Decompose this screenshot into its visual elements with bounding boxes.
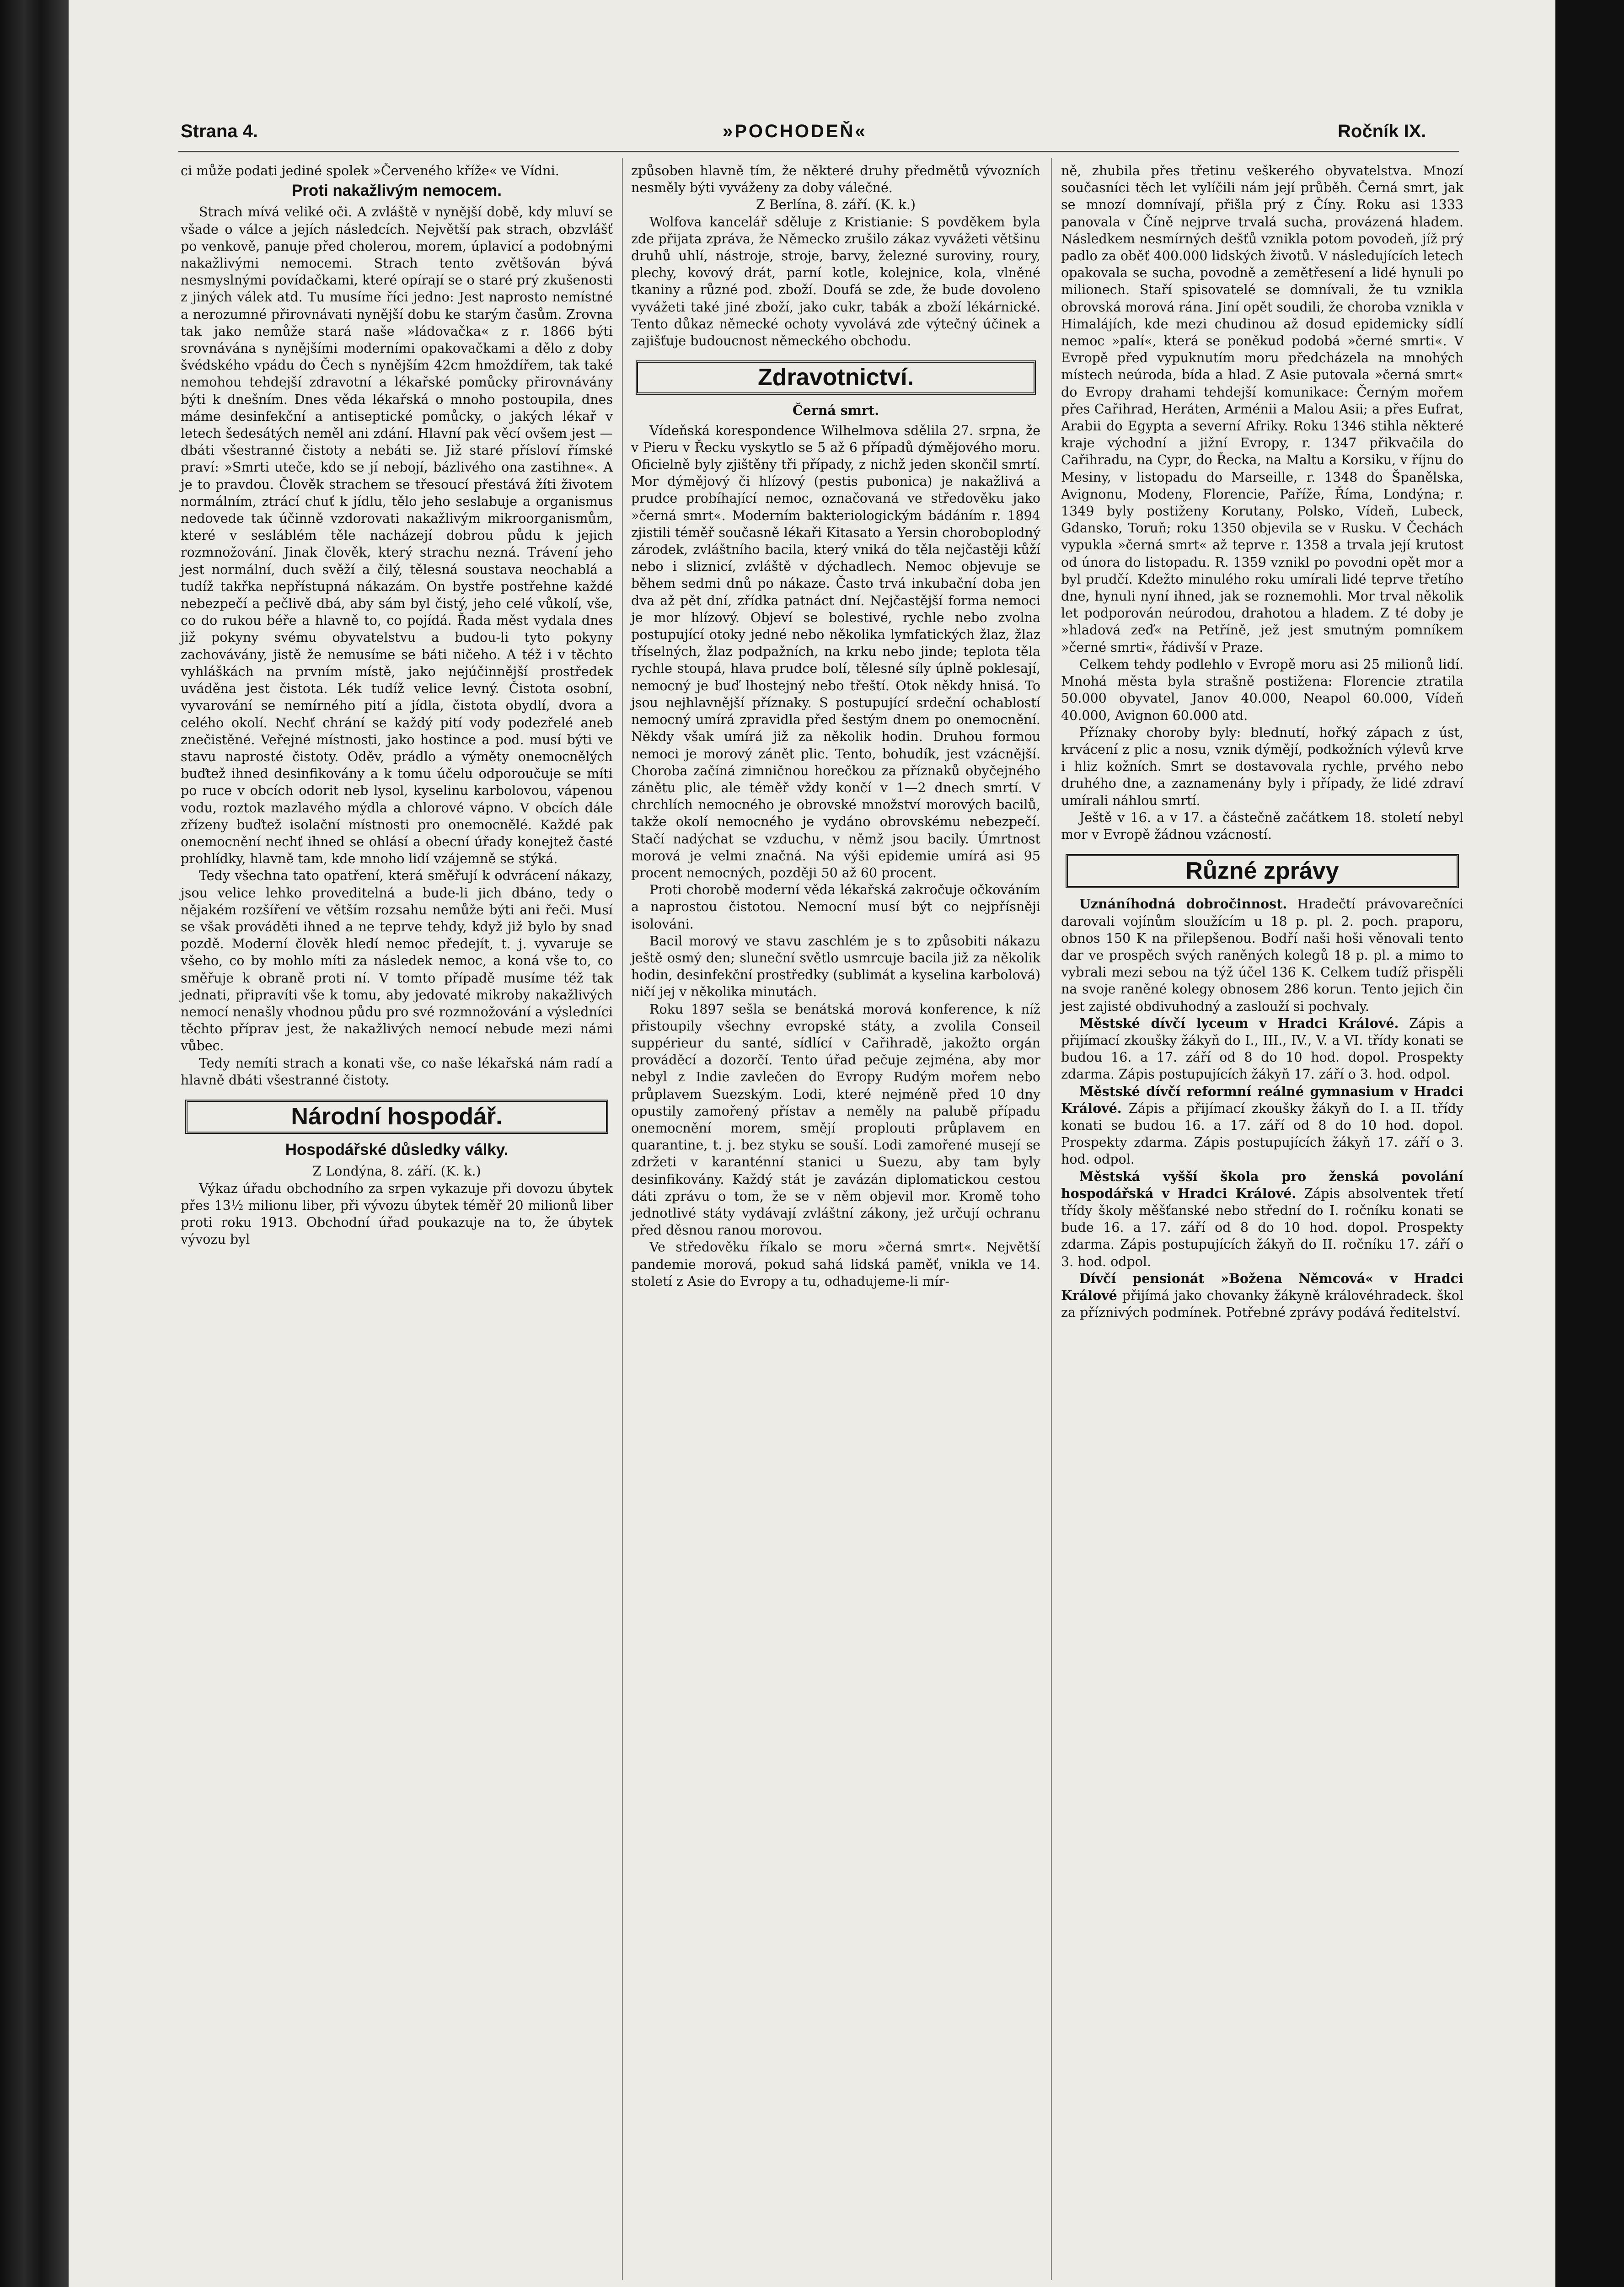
- article-paragraph: Tedy všechna tato opatření, která směřují k odvrácení nákazy, jsou velice lehko proveditelná a bude-li jich dbáno, tedy o nějakém rozšíření ve větším rozsahu nemůže býti ani řeči. Musí se však prováděti ihned a ne teprve tehdy, když již bylo by snad pozdě. Moderní člověk hledí nemoc předejít, t. j. vyvaruje se všeho, co by mohlo míti za následek nemoc, a koná vše to, co směřuje k obraně proti ní. V tomto případě musíme též tak jednati, připravíti vše k tomu, aby jedovaté mikroby nakažlivých nemocí nenašly vhodnou půdu pro své rozmnožování a výsledníci těchto příprav jest, že nakažlivých nemocí nebude mezi námi vůbec.: [181, 868, 613, 1054]
- news-title: Městské dívčí lyceum v Hradci Králové.: [1079, 1015, 1399, 1031]
- news-item: [1061, 896, 1463, 1015]
- news-item: [1061, 1015, 1463, 1083]
- article-paragraph: Roku 1897 sešla se benátská morová konference, k níž přistoupily všechny evropské státy, a zvolila Conseil suppérieur du santé, sídlící v Cařihradě, jakožto orgán prováděcí a dozorčí. Tento úřad pečuje zejména, aby mor nebyl z Indie zavlečen do Evropy Rudým mořem nebo průplavem Suezským. Lodi, které nejméně před 10 dny opustily zamořený přístav a neměly na palubě případu onemocnění morem, smějí proplouti průplavem en quarantine, t. j. bez styku se souší. Lodi zamořené musejí se zdržeti v karanténní stanici u Suezu, aby tam byly desinfikovány. Každý stát je zavázán diplomatickou cestou dáti zprávu o tom, že se v něm objevil mor. Kromě toho jednotlivé státy vydávají zvláštní zákony, jež určují ochranu před děsnou ranou morovou.: [631, 1001, 1040, 1238]
- news-title: Dívčí pensionát »Božena Němcová« v Hradci Králové: [1061, 1270, 1463, 1303]
- article-continuation: ci může podati jediné spolek »Červeného kříže« ve Vídni.: [181, 163, 559, 178]
- article-paragraph: Bacil morový ve stavu zaschlém je s to způsobiti nákazu ještě osmý den; sluneční světlo usmrcuje bacila již za několik hodin, desinfekční prostředky (sublimát a kyselina karbolová) ničí jej v několika minutách.: [631, 933, 1040, 1000]
- news-text: přijímá jako chovanky žákyně královéhradeck. škol za příznivých podmínek. Potřebné zprávy podává ředitelství.: [1061, 1288, 1464, 1321]
- article-paragraph: Příznaky choroby byly: blednutí, hořký zápach z úst, krvácení z plic a nosu, vznik dýmějí, podkožních výlevů krve i hliz kožních. Smrt se dostavovala rychle, prvého nebo druhého dne, a zaznamenány byly i případy, že lidé zdraví umírali náhlou smrtí.: [1061, 725, 1463, 808]
- article-paragraph: Výkaz úřadu obchodního za srpen vykazuje při dovozu úbytek přes 13½ milionu liber, při vývozu úbytek téměř 20 milionů liber proti roku 1913. Obchodní úřad poukazuje na to, že úbytek vývozu byl: [181, 1181, 613, 1247]
- section-header-box: Různé zprávy: [1066, 854, 1459, 888]
- article-paragraph: Tedy nemíti strach a konati vše, co naše lékařská nám radí a hlavně dbáti všestranné čistoty.: [181, 1055, 613, 1088]
- dateline: Z Londýna, 8. září. (K. k.): [312, 1164, 481, 1179]
- article-paragraph: Wolfova kancelář sděluje z Kristianie: S povděkem byla zde přijata zpráva, že Německo zrušilo zákaz vyvážeti většinu druhů uhlí, nástroje, stroje, barvy, železné suroviny, roury, plechy, kovový drát, parní kotle, kolejnice, kola, vlněné tkaniny a různé pod. zboží. Doufá se zde, že bude dovoleno vyvážeti také jiné zboží, jako cukr, tabák a zboží lékárnické. Tento důkaz německé ochoty vyvolává zde výtečný účinek a zajišťuje budoucnost německého obchodu.: [631, 214, 1040, 349]
- article-paragraph: způsoben hlavně tím, že některé druhy předmětů vývozních nesměly býti vyváženy za doby válečné.: [631, 163, 1040, 196]
- volume-number: Ročník IX.: [1338, 121, 1426, 141]
- article-paragraph: Strach mívá veliké oči. A zvláště v nynější době, kdy mluví se všade o válce a jejích následcích. Největší pak strach, obzvlášť po venkově, panuje před cholerou, morem, úplavicí a podobnými nakažlivými nemocemi. Strach tento zvětšován bývá nesmyslnými povídačkami, které opírají se o staré prý zkušenosti z jiných válek atd. Tu musíme říci jedno: Jest naprosto nemístné a nerozumné přirovnávati nynější dobu ke starým časům. Zrovna tak jako nemůže stará naše »ládovačka« z r. 1866 býti srovnávána s nynějšími moderními opakovačkami a dělo z doby švédského vpádu do Čech s nynějším 42cm hmoždířem, tak také nemohou tehdejší zdravotní a lékařské pomůcky přirovnávány býti k dnešním. Dnes věda lékařská o mnoho postoupila, dnes máme desinfekční a antiseptické pomůcky, o jakých lékař v letech šedesátých neměl ani zdání. Hlavní pak věcí ovšem jest — dbáti všestranné čistoty a nebáti se. Již staré přísloví římské praví: »Smrti uteče, kdo se jí nebojí, bázlivého ona zastihne«. A je to pravdou. Člověk strachem se třesoucí přestává žíti životem normálním, ztrácí chuť k jídlu, tělo jeho seslabuje a organismus nedovede tak účinně vzdorovati nakažlivým mikroorganismům, které v sesláblém těle nacházejí dobrou půdu k jejich rozmnožování. Jinak člověk, který strachu nezná. Trávení jeho jest normální, duch svěží a čilý, tělesná soustava neochablá a tudíž takřka nepřístupná nákazám. On bystře postřehne každé nebezpečí a pečlivě dbá, aby sám byl čistý, jeho celé vůkolí, vše, co do rukou béře a hlavně to, co pojídá. Řada měst vydala dnes již pokyny svému obyvatelstvu a budou-li tyto pokyny zachovávány, jistě že nemusíme se báti ničeho. A též i v těchto vyhláškách na prvním místě, jako nejúčinnější prostředek uváděna jest čistota. Lék tudíž velice levný. Čistota osobní, vyvarování se nemírného pití a jídla, čistota obydlí, dvora a celého okolí. Nechť chrání se každý pití vody podezřelé aneb znečistěné. Veřejné místnosti, jako hostince a pod. musí býti ve stavu naprosté čistoty. Oděv, prádlo a výměty onemocnělých buďtež ihned desinfikovány a k tomu účelu odporoučuje se míti po ruce v obcích odorit neb lysol, kyselinu karbolovou, vápenou vodu, roztok mazlavého mýdla a chlorové vápno. V obcích dále zřízeny buďtež isolační místnosti pro onemocnělé. Každé pak onemocnění nechť ihned se ohlásí a obecní úřady konejtež časté prohlídky, hlavně tam, kde mnoho lidí vzájemně se stýká.: [181, 204, 613, 867]
- section-header-box: Národní hospodář.: [185, 1100, 608, 1134]
- page-number: Strana 4.: [181, 121, 258, 141]
- column-1: [181, 162, 613, 1248]
- header-rule: [178, 151, 1459, 152]
- book-binding-edge: [0, 0, 69, 2287]
- column-2: [631, 162, 1040, 1290]
- scan-right-edge: [1555, 0, 1624, 2287]
- article-paragraph: Proti chorobě moderní věda lékařská zakročuje očkováním a naprostou čistotou. Nemocní musí být co nejpřísněji isolováni.: [631, 882, 1040, 932]
- news-text: Zápis a přijímací zkoušky žákyň do I. a II. třídy konati se budou 16. a 17. září od 8 do 10 hod. dopol. Prospekty zdarma. Zápis postupujících žákyň 17. září o 3. hod. odpol.: [1061, 1101, 1464, 1167]
- news-title: Uznáníhodná dobročinnost.: [1079, 896, 1287, 912]
- section-header-box: Zdravotnictví.: [636, 360, 1036, 395]
- news-text: Zápis a přijímací zkoušky žákyň do I., III., IV., V. a VI. třídy konati se budou 16. a 17. září od 8 do 10 hod. dopol. Prospekty zdarma. Zápis postupujících žákyň 17. září o 3. hod. odpol.: [1061, 1015, 1463, 1082]
- news-text: Zápis absolventek třetí třídy školy měšťanské nebo střední do I. ročníku konati se bude 16. a 17. září od 8 do 10 hod. dopol. Prospekty zdarma. Zápis postupujících žákyň do II. ročníku 17. září o 3. hod. odpol.: [1061, 1186, 1463, 1269]
- article-paragraph: Celkem tehdy podlehlo v Evropě moru asi 25 milionů lidí. Mnohá města byla strašně postižena: Florencie ztratila 50.000 obyvatel, Janov 40.000, Neapol 60.000, Vídeň 40.000, Avignon 60.000 atd.: [1061, 656, 1463, 723]
- news-item: [1061, 1270, 1463, 1321]
- news-item: [1061, 1083, 1463, 1168]
- column-divider: [622, 158, 623, 2280]
- article-paragraph: Vídeňská korespondence Wilhelmova sdělila 27. srpna, že v Pieru v Řecku vyskytlo se 5 až 6 případů dýmějového moru. Oficielně byly zjištěny tři případy, z nichž jeden skončil smrtí. Mor dýmějový či hlízový (pestis pubonica) je nakažlivá a prudce probíhající nemoc, označovaná ve středověku jako »černá smrt«. Moderním bakteriologickým bádáním r. 1894 zjistili téměř současně lékaři Kitasato a Yersin choroboplodný zárodek, zvláštního bacila, který vniká do těla nejčastěji kůží nebo i sliznicí, zvláště v dýchadlech. Nemoc objevuje se během sedmi dnů po nákaze. Často trvá inkubační doba jen dva až pět dní, zřídka patnáct dní. Nejčastější forma nemoci je mor hlízový. Objeví se bolestivé, rychle nebo zvolna postupující otoky jedné nebo několika lymfatických žlaz, žlaz tříselných, žlaz podpažních, na krku nebo jinde; teplota těla rychle stoupá, hlava prudce bolí, tělesné síly úplně poklesají, nemocný je buď lhostejný nebo třeští. Otok někdy hnisá. To jsou nejhlavnější příznaky. S postupující srdeční ochablostí nemocný umírá zpravidla před šestým dnem po onemocnění. Někdy však umírá již za několik hodin. Druhou formou nemoci je morový zánět plic. Tento, bohudík, jest vzácnější. Choroba začíná zimničnou horečkou za příznaků obyčejného zánětu plic, ale téměř vždy končí v 1—2 dnech smrtí. V chrchlích nemocného je obrovské množství morových bacilů, takže okolí nemocného je vydáno obrovskému nebezpečí. Stačí nadýchat se vzduchu, v němž jsou bacily. Úmrtnost morová je velmi značná. Na výši epidemie umírá asi 95 procent nemocných, později 50 až 60 procent.: [631, 423, 1040, 880]
- news-text: Hradečtí právovarečníci darovali vojínům sloužícím u 18 p. pl. 2. poch. praporu, obnos 150 K na přilepšenou. Bodří naši hoši věnovali tento dar ve prospěch svých raněných kolegů 18 p. pl. a mimo to vybrali mezi sebou na týž účel 136 K. Celkem tudíž přispěli na svoje raněné kolegy obnosem 286 korun. Tento jejich čin jest zajisté obdivuhodný a zaslouží si pochvaly.: [1061, 897, 1463, 1014]
- news-title: Městské dívčí reformní reálné gymnasium v Hradci Králové.: [1061, 1083, 1463, 1116]
- newspaper-title: »POCHODEŇ«: [723, 121, 867, 141]
- news-title: Městská vyšší škola pro ženská povolání hospodářská v Hradci Králové.: [1061, 1168, 1463, 1201]
- article-paragraph: ně, zhubila přes třetinu veškerého obyvatelstva. Mnozí současníci těch let vylíčili nám její průběh. Černá smrt, jak se mnozí domnívají, přišla prý z Číny. Roku asi 1333 panovala v Číně nejprve trvalá sucha, provázená hladem. Následkem nesmírných dešťů vznikla potom povodeň, jíž prý padlo za oběť 400.000 lidských životů. V následujících letech opakovala se sucha, povodně a zemětřesení a lidé hynuli po milionech. Staří spisovatelé se domnívali, že tu vznikla obrovská morová rána. Jiní opět soudili, že choroba vznikla v Himalájích, kde mezi chudinou až dosud epidemicky sídlí nemoc »palí«, která se poněkud podobá »černé smrti«. V Evropě před vypuknutím moru předcházela na mnohých místech neúroda, bída a hlad. Z Asie putovala »černá smrt« do Evropy drahami tehdejší komunikace: Černým mořem přes Cařihrad, Heráten, Arménii a Malou Asii; a přes Eufrat, Arabii do Egypta a severní Afriky. Roku 1346 stihla některé kraje východní a jižní Evropy, r. 1347 přikvačila do Cařihradu, na Cypr, do Řecka, na Maltu a Korsiku, v říjnu do Mesiny, v listopadu do Marseille, r. 1348 do Španělska, Avignonu, Modeny, Florencie, Paříže, Říma, Londýna; r. 1349 byly postiženy Korutany, Polsko, Vídeň, Lubeck, Gdansko, Toruň; roku 1350 objevila se v Rusku. V Čechách vypukla »černá smrt« až teprve r. 1358 a trvala její krutost od února do listopadu. R. 1359 vznikl po povodni opět mor a byl prudčí. Kdežto minulého roku umírali lidé teprve třetího dne, hynuli nyní ihned, jak se roznemohli. Mor trval několik let podporován neúrodou, drahotou a hladem. Z té doby je »hladová zeď« na Petříně, jež jest smutným pomníkem »černé smrti«, řádivší v Praze.: [1061, 163, 1463, 655]
- dateline: Z Berlína, 8. září. (K. k.): [756, 197, 916, 213]
- news-item: [1061, 1168, 1463, 1270]
- article-paragraph: Ještě v 16. a v 17. a částečně začátkem 18. století nebyl mor v Evropě žádnou vzácností.: [1061, 810, 1463, 842]
- column-3: [1061, 162, 1463, 1321]
- article-heading: Proti nakažlivým nemocem.: [291, 182, 502, 200]
- article-paragraph: Ve středověku říkalo se moru »černá smrt«. Největší pandemie morová, pokud sahá lidská paměť, vnikla ve 14. století z Asie do Evropy a tu, odhadujeme-li mír-: [631, 1240, 1040, 1289]
- article-heading: Černá smrt.: [792, 403, 879, 419]
- article-heading: Hospodářské důsledky války.: [285, 1141, 509, 1159]
- column-divider: [1051, 158, 1052, 2280]
